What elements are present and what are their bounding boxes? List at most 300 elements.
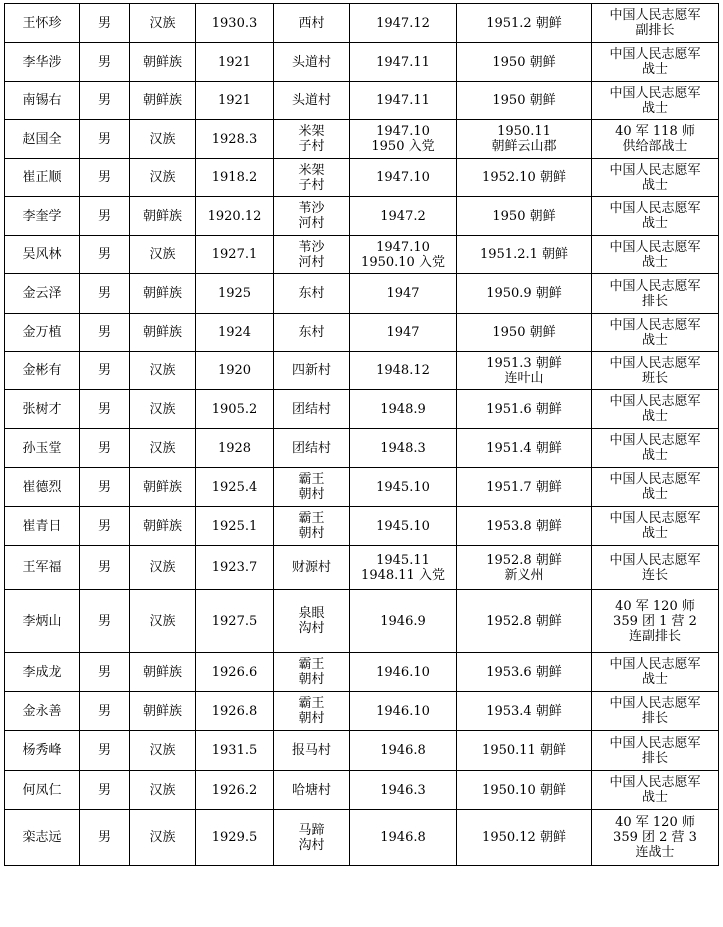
unit-position-cell-line: 战士: [641, 62, 668, 77]
unit-position-cell-line: 中国人民志愿军: [609, 472, 701, 487]
ethnicity-cell: 汉族: [130, 590, 196, 653]
unit-position-cell-line: 排长: [641, 711, 668, 726]
enlistment-cell: [350, 43, 457, 82]
village-cell-line: 河村: [298, 254, 325, 270]
roster-body: [5, 4, 719, 866]
unit-position-cell-line: 连长: [641, 567, 668, 583]
ethnicity-cell: 朝鲜族: [130, 314, 196, 352]
village-cell-line: 四新村: [291, 363, 331, 378]
enlistment-cell-line: 1945.10: [376, 518, 430, 534]
korea-service-cell-line: 1950.9 朝鲜: [486, 286, 562, 301]
ethnicity-cell: 朝鲜族: [130, 43, 196, 82]
village-cell: [274, 274, 350, 314]
village-cell: [274, 120, 350, 159]
ethnicity-cell: 汉族: [130, 546, 196, 590]
enlistment-cell-line: 1950.10 入党: [361, 254, 445, 270]
korea-service-cell-line: 新义州: [504, 567, 544, 583]
ethnicity-cell: 汉族: [130, 810, 196, 866]
birth-date-cell: 1925.1: [196, 507, 274, 546]
birth-date-cell: 1926.2: [196, 771, 274, 810]
korea-service-cell-line: 1952.10 朝鲜: [482, 170, 566, 185]
unit-position-cell-line: 40 军 118 师: [615, 124, 695, 139]
village-cell: [274, 546, 350, 590]
name-cell: 崔正顺: [5, 159, 80, 197]
enlistment-cell: [350, 590, 457, 653]
enlistment-cell-line: 1948.11 入党: [361, 567, 445, 583]
birth-date-cell: 1926.6: [196, 653, 274, 692]
gender-cell: 男: [80, 43, 130, 82]
korea-service-cell-line: 朝鲜云山郡: [491, 139, 557, 154]
ethnicity-cell: 汉族: [130, 771, 196, 810]
unit-position-cell-line: 战士: [641, 672, 668, 687]
korea-service-cell-line: 1950 朝鲜: [492, 54, 556, 70]
table-row: [5, 197, 719, 236]
enlistment-cell: [350, 314, 457, 352]
unit-position-cell: [592, 390, 719, 429]
unit-position-cell-line: 中国人民志愿军: [609, 511, 701, 526]
korea-service-cell: [457, 159, 592, 197]
birth-date-cell: 1920.12: [196, 197, 274, 236]
unit-position-cell: [592, 771, 719, 810]
enlistment-cell: [350, 236, 457, 274]
village-cell: [274, 731, 350, 771]
village-cell-line: 苇沙: [298, 239, 325, 255]
village-cell: [274, 43, 350, 82]
table-row: [5, 82, 719, 120]
birth-date-cell: 1926.8: [196, 692, 274, 731]
table-row: [5, 4, 719, 43]
unit-position-cell: [592, 82, 719, 120]
gender-cell: 男: [80, 352, 130, 390]
unit-position-cell-line: 战士: [641, 100, 668, 116]
unit-position-cell-line: 班长: [641, 370, 668, 386]
name-cell: 金永善: [5, 692, 80, 731]
korea-service-cell: [457, 692, 592, 731]
village-cell: [274, 4, 350, 43]
korea-service-cell-line: 1951.6 朝鲜: [486, 401, 562, 417]
name-cell: 孙玉堂: [5, 429, 80, 468]
gender-cell: 男: [80, 771, 130, 810]
village-cell: [274, 159, 350, 197]
unit-position-cell: [592, 507, 719, 546]
korea-service-cell: [457, 82, 592, 120]
unit-position-cell: [592, 159, 719, 197]
village-cell: [274, 468, 350, 507]
enlistment-cell: [350, 546, 457, 590]
enlistment-cell-line: 1948.9: [380, 401, 426, 417]
enlistment-cell-line: 1948.12: [376, 363, 430, 378]
village-cell-line: 财源村: [291, 560, 331, 575]
enlistment-cell-line: 1946.8: [380, 743, 426, 758]
birth-date-cell: 1920: [196, 352, 274, 390]
enlistment-cell-line: 1947.10: [376, 124, 430, 139]
enlistment-cell-line: 1946.8: [380, 830, 426, 845]
enlistment-cell: [350, 507, 457, 546]
village-cell-line: 子村: [298, 139, 325, 154]
village-cell-line: 沟村: [298, 621, 325, 636]
table-row: [5, 653, 719, 692]
unit-position-cell-line: 战士: [641, 790, 668, 805]
table-row: [5, 771, 719, 810]
table-row: [5, 43, 719, 82]
unit-position-cell-line: 中国人民志愿军: [609, 735, 701, 751]
enlistment-cell: [350, 653, 457, 692]
enlistment-cell: [350, 692, 457, 731]
enlistment-cell: [350, 810, 457, 866]
enlistment-cell-line: 1947.11: [376, 54, 430, 70]
name-cell: 李成龙: [5, 653, 80, 692]
ethnicity-cell: 朝鲜族: [130, 197, 196, 236]
unit-position-cell-line: 战士: [641, 448, 668, 463]
gender-cell: 男: [80, 120, 130, 159]
birth-date-cell: 1921: [196, 43, 274, 82]
table-row: [5, 159, 719, 197]
enlistment-cell-line: 1947: [386, 286, 420, 301]
table-row: [5, 352, 719, 390]
korea-service-cell: [457, 653, 592, 692]
korea-service-cell: [457, 390, 592, 429]
name-cell: 李炳山: [5, 590, 80, 653]
name-cell: 杨秀峰: [5, 731, 80, 771]
enlistment-cell-line: 1947: [386, 325, 420, 340]
village-cell-line: 河村: [298, 216, 325, 231]
village-cell-line: 朝村: [298, 672, 325, 687]
name-cell: 王军福: [5, 546, 80, 590]
korea-service-cell-line: 1950 朝鲜: [492, 93, 556, 108]
village-cell: [274, 352, 350, 390]
unit-position-cell-line: 排长: [641, 293, 668, 309]
birth-date-cell: 1928: [196, 429, 274, 468]
name-cell: 李华涉: [5, 43, 80, 82]
table-row: [5, 274, 719, 314]
village-cell-line: 霸王: [298, 696, 325, 711]
korea-service-cell-line: 1950.11: [497, 124, 551, 139]
korea-service-cell-line: 1953.4 朝鲜: [486, 703, 562, 719]
unit-position-cell-line: 中国人民志愿军: [609, 433, 701, 448]
korea-service-cell-line: 1952.8 朝鲜: [486, 552, 562, 568]
unit-position-cell: [592, 429, 719, 468]
village-cell: [274, 810, 350, 866]
table-row: [5, 692, 719, 731]
korea-service-cell: [457, 810, 592, 866]
village-cell-line: 哈塘村: [291, 782, 331, 798]
enlistment-cell-line: 1948.3: [380, 440, 426, 456]
korea-service-cell-line: 1951.2 朝鲜: [486, 15, 562, 31]
unit-position-cell-line: 中国人民志愿军: [609, 696, 701, 711]
unit-position-cell: [592, 274, 719, 314]
village-cell: [274, 390, 350, 429]
village-cell: [274, 314, 350, 352]
village-cell-line: 头道村: [291, 93, 331, 108]
unit-position-cell-line: 战士: [641, 332, 668, 348]
unit-position-cell: [592, 236, 719, 274]
ethnicity-cell: 汉族: [130, 731, 196, 771]
unit-position-cell-line: 中国人民志愿军: [609, 278, 701, 294]
village-cell-line: 报马村: [291, 743, 331, 758]
name-cell: 崔青日: [5, 507, 80, 546]
unit-position-cell: [592, 653, 719, 692]
village-cell-line: 团结村: [291, 401, 331, 417]
gender-cell: 男: [80, 82, 130, 120]
birth-date-cell: 1925: [196, 274, 274, 314]
ethnicity-cell: 汉族: [130, 159, 196, 197]
gender-cell: 男: [80, 692, 130, 731]
ethnicity-cell: 汉族: [130, 236, 196, 274]
village-cell: [274, 771, 350, 810]
unit-position-cell-line: 40 军 120 师: [615, 815, 695, 830]
table-row: [5, 731, 719, 771]
village-cell-line: 沟村: [298, 837, 325, 853]
village-cell-line: 霸王: [298, 472, 325, 487]
enlistment-cell-line: 1947.10: [376, 239, 430, 255]
unit-position-cell: [592, 468, 719, 507]
gender-cell: 男: [80, 590, 130, 653]
ethnicity-cell: 朝鲜族: [130, 468, 196, 507]
name-cell: 赵国全: [5, 120, 80, 159]
village-cell-line: 朝村: [298, 487, 325, 502]
name-cell: 张树才: [5, 390, 80, 429]
enlistment-cell-line: 1946.3: [380, 782, 426, 798]
ethnicity-cell: 汉族: [130, 429, 196, 468]
korea-service-cell: [457, 197, 592, 236]
birth-date-cell: 1924: [196, 314, 274, 352]
village-cell-line: 西村: [298, 15, 325, 31]
village-cell-line: 苇沙: [298, 201, 325, 216]
gender-cell: 男: [80, 274, 130, 314]
unit-position-cell: [592, 4, 719, 43]
name-cell: 王怀珍: [5, 4, 80, 43]
table-row: [5, 314, 719, 352]
enlistment-cell: [350, 4, 457, 43]
unit-position-cell: [592, 731, 719, 771]
korea-service-cell-line: 1950 朝鲜: [492, 325, 556, 340]
table-row: [5, 546, 719, 590]
birth-date-cell: 1918.2: [196, 159, 274, 197]
korea-service-cell-line: 1953.6 朝鲜: [486, 664, 562, 680]
village-cell: [274, 197, 350, 236]
unit-position-cell-line: 战士: [641, 526, 668, 541]
ethnicity-cell: 朝鲜族: [130, 274, 196, 314]
birth-date-cell: 1929.5: [196, 810, 274, 866]
korea-service-cell: [457, 590, 592, 653]
name-cell: 栾志远: [5, 810, 80, 866]
village-cell-line: 朝村: [298, 526, 325, 541]
village-cell-line: 马蹄: [298, 822, 325, 838]
gender-cell: 男: [80, 546, 130, 590]
name-cell: 崔德烈: [5, 468, 80, 507]
village-cell-line: 子村: [298, 177, 325, 193]
unit-position-cell: [592, 352, 719, 390]
unit-position-cell-line: 供给部战士: [622, 139, 688, 154]
unit-position-cell-line: 中国人民志愿军: [609, 552, 701, 568]
village-cell-line: 米架: [298, 124, 325, 139]
enlistment-cell: [350, 197, 457, 236]
birth-date-cell: 1921: [196, 82, 274, 120]
gender-cell: 男: [80, 314, 130, 352]
korea-service-cell-line: 1953.8 朝鲜: [486, 518, 562, 534]
unit-position-cell: [592, 692, 719, 731]
unit-position-cell-line: 中国人民志愿军: [609, 8, 701, 23]
unit-position-cell-line: 中国人民志愿军: [609, 775, 701, 790]
village-cell-line: 霸王: [298, 657, 325, 672]
name-cell: 吴风林: [5, 236, 80, 274]
birth-date-cell: 1928.3: [196, 120, 274, 159]
korea-service-cell-line: 1950.11 朝鲜: [482, 743, 566, 758]
enlistment-cell: [350, 731, 457, 771]
name-cell: 金万植: [5, 314, 80, 352]
korea-service-cell: [457, 771, 592, 810]
ethnicity-cell: 朝鲜族: [130, 82, 196, 120]
enlistment-cell: [350, 429, 457, 468]
korea-service-cell-line: 1952.8 朝鲜: [486, 613, 562, 629]
korea-service-cell-line: 1951.2.1 朝鲜: [479, 247, 569, 262]
enlistment-cell: [350, 468, 457, 507]
unit-position-cell-line: 战士: [641, 487, 668, 502]
korea-service-cell-line: 1950 朝鲜: [492, 208, 556, 224]
name-cell: 南锡右: [5, 82, 80, 120]
unit-position-cell-line: 中国人民志愿军: [609, 239, 701, 255]
name-cell: 金彬有: [5, 352, 80, 390]
birth-date-cell: 1930.3: [196, 4, 274, 43]
korea-service-cell: [457, 314, 592, 352]
ethnicity-cell: 朝鲜族: [130, 507, 196, 546]
ethnicity-cell: 汉族: [130, 4, 196, 43]
gender-cell: 男: [80, 4, 130, 43]
korea-service-cell-line: 1950.12 朝鲜: [482, 830, 566, 845]
village-cell: [274, 653, 350, 692]
korea-service-cell: [457, 429, 592, 468]
unit-position-cell-line: 中国人民志愿军: [609, 85, 701, 101]
birth-date-cell: 1925.4: [196, 468, 274, 507]
korea-service-cell-line: 1950.10 朝鲜: [482, 782, 566, 798]
korea-service-cell-line: 1951.4 朝鲜: [486, 440, 562, 456]
table-row: [5, 390, 719, 429]
gender-cell: 男: [80, 653, 130, 692]
village-cell: [274, 236, 350, 274]
enlistment-cell-line: 1946.10: [376, 664, 430, 680]
korea-service-cell: [457, 731, 592, 771]
birth-date-cell: 1923.7: [196, 546, 274, 590]
korea-service-cell: [457, 236, 592, 274]
enlistment-cell: [350, 390, 457, 429]
birth-date-cell: 1931.5: [196, 731, 274, 771]
table-row: [5, 810, 719, 866]
enlistment-cell: [350, 159, 457, 197]
table-row: [5, 429, 719, 468]
village-cell-line: 米架: [298, 162, 325, 178]
enlistment-cell: [350, 352, 457, 390]
village-cell: [274, 429, 350, 468]
unit-position-cell-line: 中国人民志愿军: [609, 47, 701, 62]
unit-position-cell-line: 中国人民志愿军: [609, 317, 701, 333]
unit-position-cell-line: 连战士: [635, 845, 675, 860]
ethnicity-cell: 汉族: [130, 352, 196, 390]
enlistment-cell-line: 1946.10: [376, 703, 430, 719]
ethnicity-cell: 朝鲜族: [130, 692, 196, 731]
unit-position-cell-line: 中国人民志愿军: [609, 201, 701, 216]
enlistment-cell-line: 1945.10: [376, 479, 430, 495]
table-row: [5, 236, 719, 274]
unit-position-cell-line: 中国人民志愿军: [609, 162, 701, 178]
ethnicity-cell: 汉族: [130, 120, 196, 159]
unit-position-cell-line: 中国人民志愿军: [609, 394, 701, 409]
ethnicity-cell: 朝鲜族: [130, 653, 196, 692]
korea-service-cell-line: 1951.3 朝鲜: [486, 355, 562, 371]
enlistment-cell: [350, 771, 457, 810]
village-cell-line: 霸王: [298, 511, 325, 526]
korea-service-cell-line: 连叶山: [504, 370, 544, 386]
name-cell: 李奎学: [5, 197, 80, 236]
unit-position-cell: [592, 197, 719, 236]
unit-position-cell-line: 359 团 1 营 2: [613, 613, 697, 629]
gender-cell: 男: [80, 810, 130, 866]
enlistment-cell: [350, 82, 457, 120]
enlistment-cell-line: 1947.11: [376, 93, 430, 108]
ethnicity-cell: 汉族: [130, 390, 196, 429]
unit-position-cell-line: 战士: [641, 177, 668, 193]
enlistment-cell-line: 1947.12: [376, 15, 430, 31]
village-cell-line: 东村: [298, 286, 325, 301]
table-row: [5, 590, 719, 653]
unit-position-cell-line: 中国人民志愿军: [609, 657, 701, 672]
unit-position-cell: [592, 546, 719, 590]
roster-table: [4, 3, 719, 866]
unit-position-cell: [592, 314, 719, 352]
korea-service-cell: [457, 546, 592, 590]
enlistment-cell-line: 1947.10: [376, 170, 430, 185]
gender-cell: 男: [80, 429, 130, 468]
table-row: [5, 120, 719, 159]
gender-cell: 男: [80, 390, 130, 429]
unit-position-cell-line: 战士: [641, 254, 668, 270]
gender-cell: 男: [80, 159, 130, 197]
enlistment-cell: [350, 274, 457, 314]
unit-position-cell-line: 359 团 2 营 3: [613, 830, 697, 845]
unit-position-cell-line: 副排长: [635, 23, 675, 38]
village-cell-line: 泉眼: [298, 606, 325, 621]
unit-position-cell-line: 排长: [641, 750, 668, 766]
village-cell-line: 团结村: [291, 440, 331, 456]
village-cell: [274, 590, 350, 653]
village-cell-line: 东村: [298, 325, 325, 340]
unit-position-cell-line: 40 军 120 师: [615, 598, 695, 614]
table-row: [5, 507, 719, 546]
unit-position-cell-line: 战士: [641, 216, 668, 231]
village-cell: [274, 692, 350, 731]
gender-cell: 男: [80, 197, 130, 236]
name-cell: 何凤仁: [5, 771, 80, 810]
gender-cell: 男: [80, 468, 130, 507]
korea-service-cell: [457, 468, 592, 507]
unit-position-cell: [592, 810, 719, 866]
enlistment-cell-line: 1950 入党: [371, 139, 435, 154]
unit-position-cell-line: 中国人民志愿军: [609, 355, 701, 371]
birth-date-cell: 1927.1: [196, 236, 274, 274]
korea-service-cell-line: 1951.7 朝鲜: [486, 479, 562, 495]
korea-service-cell: [457, 507, 592, 546]
enlistment-cell: [350, 120, 457, 159]
unit-position-cell: [592, 590, 719, 653]
village-cell-line: 头道村: [291, 54, 331, 70]
village-cell-line: 朝村: [298, 711, 325, 726]
korea-service-cell: [457, 4, 592, 43]
unit-position-cell: [592, 43, 719, 82]
korea-service-cell: [457, 274, 592, 314]
korea-service-cell: [457, 120, 592, 159]
unit-position-cell: [592, 120, 719, 159]
village-cell: [274, 507, 350, 546]
gender-cell: 男: [80, 507, 130, 546]
